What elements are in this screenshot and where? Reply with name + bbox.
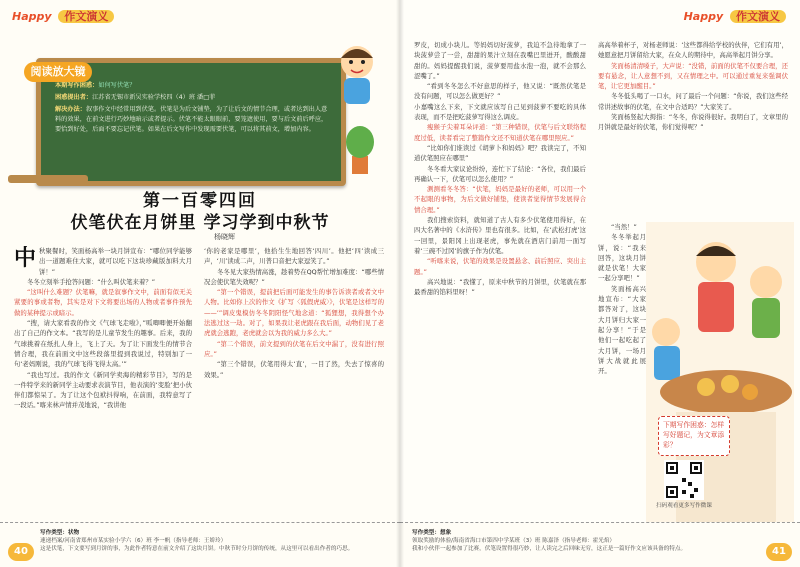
board-label: 困惑提出者： [55,94,93,101]
paragraph: “当然！” [611,223,637,231]
highlight-text: “这叫什么难题？伏笔嘛，就是叙事作文中，前面有似无关紧要的事或者物，其实是对下文将要出场的人物或者事件预先做的某种提示或暗示。 [14,288,192,317]
board-text: 叙事作文中经常用到伏笔。伏笔是为后文铺垫，为了让后文的情节合理，或者达到出人意料的效果，在前文进行巧妙地暗示或者提示。伏笔不能太眼眼前，要笼遮使用，要与后文前后呼应，要恰到好处，后面不要忘记伏笔。如果在后文写作中发现需要伏笔，可以将其前文，增加内容。 [55,106,328,133]
paragraph: 冬冬低头喝了一口水，问了最后一个问题：“你说，我们这些经常讲述故事的伏笔，在文中合适吗？”大家笑了。 [598,92,788,111]
paragraph: 冬冬举起月饼，说：“我来回答，这块月饼就是伏笔！大家一起分享吧！” [598,233,646,283]
footer-line: 速递档案/河南省郑州市某实验小学六（6）班 李一帆（指导老师：王娇玲） [40,538,227,545]
paragraph-text: 秋聚餐时，笑面杨高举一块月饼宣布：“哪位同学能够出一道题难住大家，就可以吃下这块珍藏版加料大月饼！” [39,247,192,276]
board-label: 解决办法： [55,106,86,113]
paragraph: “搜，请大家看我的作文《气球飞走啦》，”呱唧唧便开始翻出了自己的作文本。“我写的是儿童节发生的趣事。后来，我的气球挑着在纸扎人身上，飞上了天。为了让下面发生的情节合情合理，我在前面文中这些段落里提到我说过，特别加了一句‘老妈刚说，我的气球飞得飞得太高。’” [14,319,192,369]
drop-cap: 中 [14,246,37,271]
board-row-asker [55,93,331,103]
paragraph [14,287,192,318]
spine-gutter [396,0,404,567]
left-column-1 [14,246,192,518]
paragraph: 测测看冬冬答：“伏笔，妈妈是最好的老师，可以用一个不起眼的事物，为后文做好铺垫，使读者觉得情节发展得合情合理。” [414,185,586,214]
paragraph: 小嘉嘴这么下来，下文就应该写自己见到菠萝不要吃的具体表现，而不是把吃菠萝写得这么调皮。 [414,102,586,122]
qr-caption: 扫码观看更多写作微课 [656,503,712,509]
paragraph: 瘦猴子尖着耳朵评道：“第三种错误，伏笔与后文联络程度过低，读者看完了整篇作文还不知道伏笔在哪里照应。” [414,123,586,142]
footer-label: 写作类型：状物 [40,530,80,536]
left-header [12,8,114,26]
left-column-2 [204,246,384,518]
paragraph [204,267,384,288]
footer-note [40,529,390,554]
left-footer [0,522,400,567]
page-number: 40 [8,543,34,561]
paragraph: “听喀来说，伏笔的效果是设置悬念、前后照应、突出主题。” [414,257,586,276]
paragraph: 高高举着杯子，对杨老师说：‘这些都得给学校的伙伴，它们有用’，她愿意把月饼留给大家，在众人的期待中，高高举起月饼分享。 [598,41,788,60]
mascot-icon [330,40,385,110]
footer-line: 我和小伙伴一起参加了比赛，伏笔设置得很巧妙，让人读完之后回味无穷，这正是一篇好作文应该具备的特点。 [412,546,687,553]
right-header [684,8,786,26]
paragraph: 我们搜索资料，就知道了古人有多少伏笔使用得好，在四大名著中的《水浒传》里也有很多。比如，在‘武松打虎’这一回里，景阳冈上出现老虎，事先就在酒店门前用一面写着‘三碗不过冈’的旗子作为伏笔。 [414,216,586,255]
paragraph: 冬冬看大家议论纷纷，连忙下了结论：“各位，我们最后再确认一下，伏笔可以怎么使用？” [414,164,586,183]
paragraph: “比如你们谁读过《胡萝卜和妈妈》吧？我读完了，不知道伏笔照应在哪里” [414,143,586,163]
next-issue-box: 下期写作困惑：怎样写好题记，为文章添彩？ [658,416,730,456]
paragraph: 笑面杨竖起大拇指：“冬冬，你说得很好。我明白了，文章里的月饼就是最好的伏笔，你们觉得呢？” [598,113,788,132]
paragraph: 笑面杨高兴地宣布：“大家都答对了，这块大月饼归大家一起分享！”于是他们一起吃起了大月饼，一场月饼大战就此展开。 [598,284,646,376]
paragraph: “我也写过。我的作文《新同学卖海的精彩节目》，写的是一件特学来的新同学主动要求表演节目，他表演的‘变脸’把小伙伴们都惊呆了。为了让这个包袱抖得响，在前面，我特意写了一段话。”喀来林声情并茂地说，“我讲他 [14,370,192,410]
article-title-line1: 第一百零四回 [143,191,257,211]
right-column-2b [598,222,646,412]
paragraph: “看到冬冬怎么不好意思的样子，他又说：“既然伏笔是没有问题，可以怎么做更好？” [414,82,586,101]
paragraph [14,246,192,277]
header-tag: 作文演义 [730,10,786,23]
footer-label: 写作类型：想象 [412,530,452,536]
paragraph: 笑面杨清清嗓子，大声说：“没错，前面的伏笔不仅要合理，还要有悬念，让人意想不到，又在情理之中。可以通过重复来强调伏笔，让它更加醒目。” [598,61,788,91]
paragraph: “第三个错误，伏笔用得太‘直’，一目了然，失去了惊喜的效果。” [204,360,384,379]
article-title-line2: 伏笔伏在月饼里 学习学到中秋节 [70,213,330,233]
board-text: 如何写伏笔？ [98,82,136,89]
paragraph: “第二个错误，前文提到的伏笔在后文中漏了，没有进行照应。” [204,339,384,358]
footer-note [412,529,762,554]
right-footer [400,522,800,567]
header-tag: 作文演义 [58,10,114,23]
reading-badge: 阅读放大镜 [24,62,92,82]
board-row-question [55,81,331,91]
paragraph: 高兴地说：“我懂了，原来中秋节的月饼里，伏笔就在那最香甜的馅料里呀！” [414,277,586,297]
paragraph-text: 冬冬见大家热情高涨，趁着势在QQ帮忙增加难度：“哪些情况会使伏笔失效呢？” [204,267,384,286]
header-brand: Happy [683,10,724,23]
board-label: 本期写作困惑： [55,82,99,89]
plant-icon [340,120,380,175]
board-row-solution [55,105,331,135]
paragraph: “第一个错误，提前把后面可能发生的事告诉读者或者文中人物。比如你上次的作文《扩写〈狐假虎威〉》，伏笔是这样写的——’”调皮鬼模仿冬冬阴阳怪气地念道：“狐狸想，我得想个办法逃过这一劫。对了，如果我让老虎跟在我后面，动物们见了老虎就会逃跑，老虎就会以为我的威力多么大。” [204,288,384,338]
footer-line: 领取奖励的体验/海南省海口市第四中学某班（3）班 陈嘉泽（指导老师：霍光焰） [412,538,616,545]
paragraph: ‘你的老家是哪里’，他拾生生地回答‘四川’。他把‘四’读成三声，‘川’读成二声，川普口音把大家逗笑了。” [204,247,384,266]
board-text: 江苏省无锡市新吴实验学校四（4）班 潘□菲 [92,94,216,101]
chalk-ledge [8,175,88,183]
page-number: 41 [766,543,792,561]
author-name: 杨晓辉 [214,233,235,241]
right-page [400,0,800,567]
right-column-2 [598,40,788,220]
paragraph: 冬冬立刻举手抢答问题：“什么叫伏笔来着？” [27,277,156,286]
qr-code-icon[interactable] [664,460,704,500]
footer-line: 这是伏笔，下文要写到月饼的事，为此作者特意在前文介绍了这块月饼。中秋节时分月饼的传统，从这里可以看出作者的巧思。 [40,546,354,553]
paragraph: 罗皮，切成小块儿。等妈妈切好菠萝，我迫不急待地拿了一块菠萝尝了一尝，甜甜的果汁立刻在我嘴巴里迸开，酸酸甜甜的。妈妈提醒我们说，菠萝要用盐水泡一泡，就不会那么涩嘴了。” [414,41,586,80]
right-column-1 [414,40,586,518]
header-brand: Happy [12,10,52,23]
